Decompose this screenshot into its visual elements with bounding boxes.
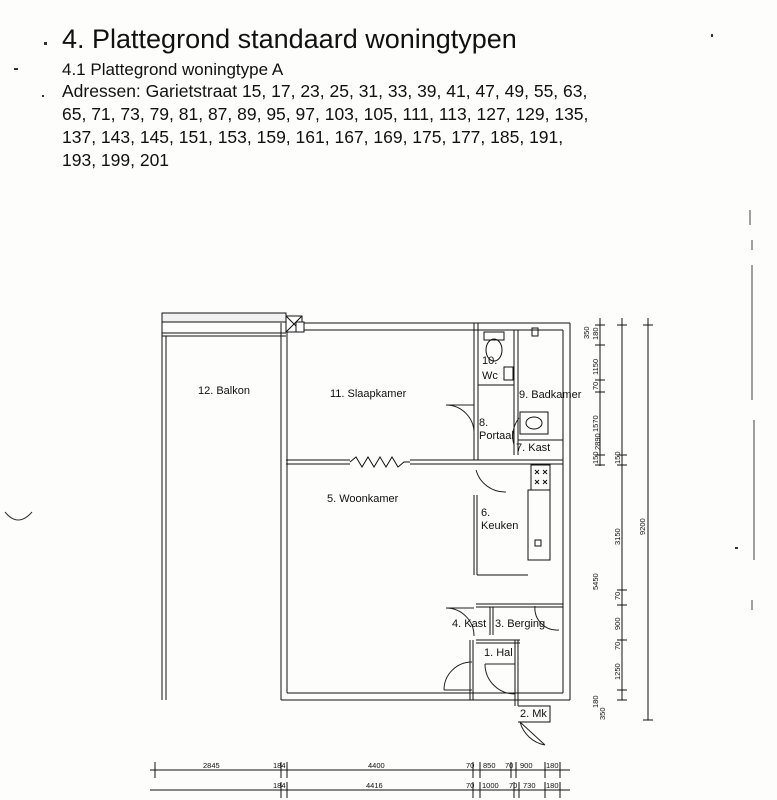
room-label-badkamer: 9. Badkamer <box>519 389 582 401</box>
room-label-woonkamer: 5. Woonkamer <box>327 493 399 505</box>
dim-right-total: 9200 <box>638 518 647 535</box>
room-label-berging: 3. Berging <box>495 618 546 630</box>
dim-bottom-1: 2845 <box>203 761 220 770</box>
dim-right-2: 2890 <box>593 433 602 450</box>
dim-bottom-2: 70 <box>466 781 475 790</box>
room-label-keuken-number: 6. <box>481 507 491 519</box>
dim-bottom-2: 730 <box>523 781 536 790</box>
dim-right-1: 1150 <box>591 358 600 375</box>
dim-right-2: 900 <box>613 617 622 630</box>
dim-bottom-2: 180 <box>546 781 559 790</box>
interior-walls <box>286 323 563 722</box>
dim-right-2: 1250 <box>613 663 622 680</box>
scan-mark <box>750 210 754 610</box>
address-line: 137, 143, 145, 151, 153, 159, 161, 167, 169, 175, 177, 185, 191, <box>62 127 564 147</box>
room-label-wc-number: 10. <box>482 355 498 367</box>
dim-right-1: 180 <box>591 327 600 340</box>
dim-bottom-2: 4416 <box>366 781 383 790</box>
address-line: 193, 199, 201 <box>62 150 170 170</box>
dim-right-2: 3150 <box>613 528 622 545</box>
dim-right-2: 180 <box>591 695 600 708</box>
dim-right-2: 350 <box>598 707 607 720</box>
dim-right-1: 70 <box>591 381 600 390</box>
dim-bottom-2: 1000 <box>482 781 499 790</box>
dim-right-1: 1570 <box>591 415 600 432</box>
dim-right-1: 350 <box>582 326 591 339</box>
dim-bottom-1: 4400 <box>368 761 385 770</box>
room-label-portaal: Portaal <box>479 430 514 442</box>
dim-right-2: 150 <box>613 451 622 464</box>
page-subtitle: 4.1 Plattegrond woningtype A <box>62 60 284 79</box>
room-label-wc: Wc <box>482 370 498 382</box>
dim-right-2: 70 <box>613 591 622 600</box>
dim-bottom-1: 850 <box>483 761 496 770</box>
room-label-kast-4: 4. Kast <box>452 618 487 630</box>
dim-bottom-2: 70 <box>509 781 518 790</box>
dim-bottom-1: 180 <box>546 761 559 770</box>
dim-bottom-1: 900 <box>520 761 533 770</box>
scan-mark <box>5 512 32 520</box>
dim-right-1: 150 <box>591 451 600 464</box>
room-label-hal: 1. Hal <box>484 647 513 659</box>
page-title: 4. Plattegrond standaard woningtypen <box>62 24 517 54</box>
dim-right-3: 5450 <box>591 573 600 590</box>
room-label-balkon: 12. Balkon <box>198 385 250 397</box>
address-line: 65, 71, 73, 79, 81, 87, 89, 95, 97, 103, 105, 111, 113, 127, 129, 135, <box>62 104 589 124</box>
dim-bottom-1: 70 <box>505 761 514 770</box>
room-label-kast-7: 7. Kast <box>516 442 551 454</box>
dim-bottom-1: 70 <box>466 761 475 770</box>
room-label-portaal-number: 8. <box>479 417 489 429</box>
room-label-slaapkamer: 11. Slaapkamer <box>330 388 407 400</box>
room-label-keuken: Keuken <box>481 520 519 532</box>
room-label-mk: 2. Mk <box>520 708 547 720</box>
address-line: Adressen: Garietstraat 15, 17, 23, 25, 31, 33, 39, 41, 47, 49, 55, 63, <box>62 81 588 101</box>
dim-bottom-1: 184 <box>273 761 286 770</box>
exterior-walls <box>281 316 570 700</box>
balcony <box>162 313 286 700</box>
dim-right-2: 70 <box>613 641 622 650</box>
dim-bottom-2: 184 <box>273 781 286 790</box>
